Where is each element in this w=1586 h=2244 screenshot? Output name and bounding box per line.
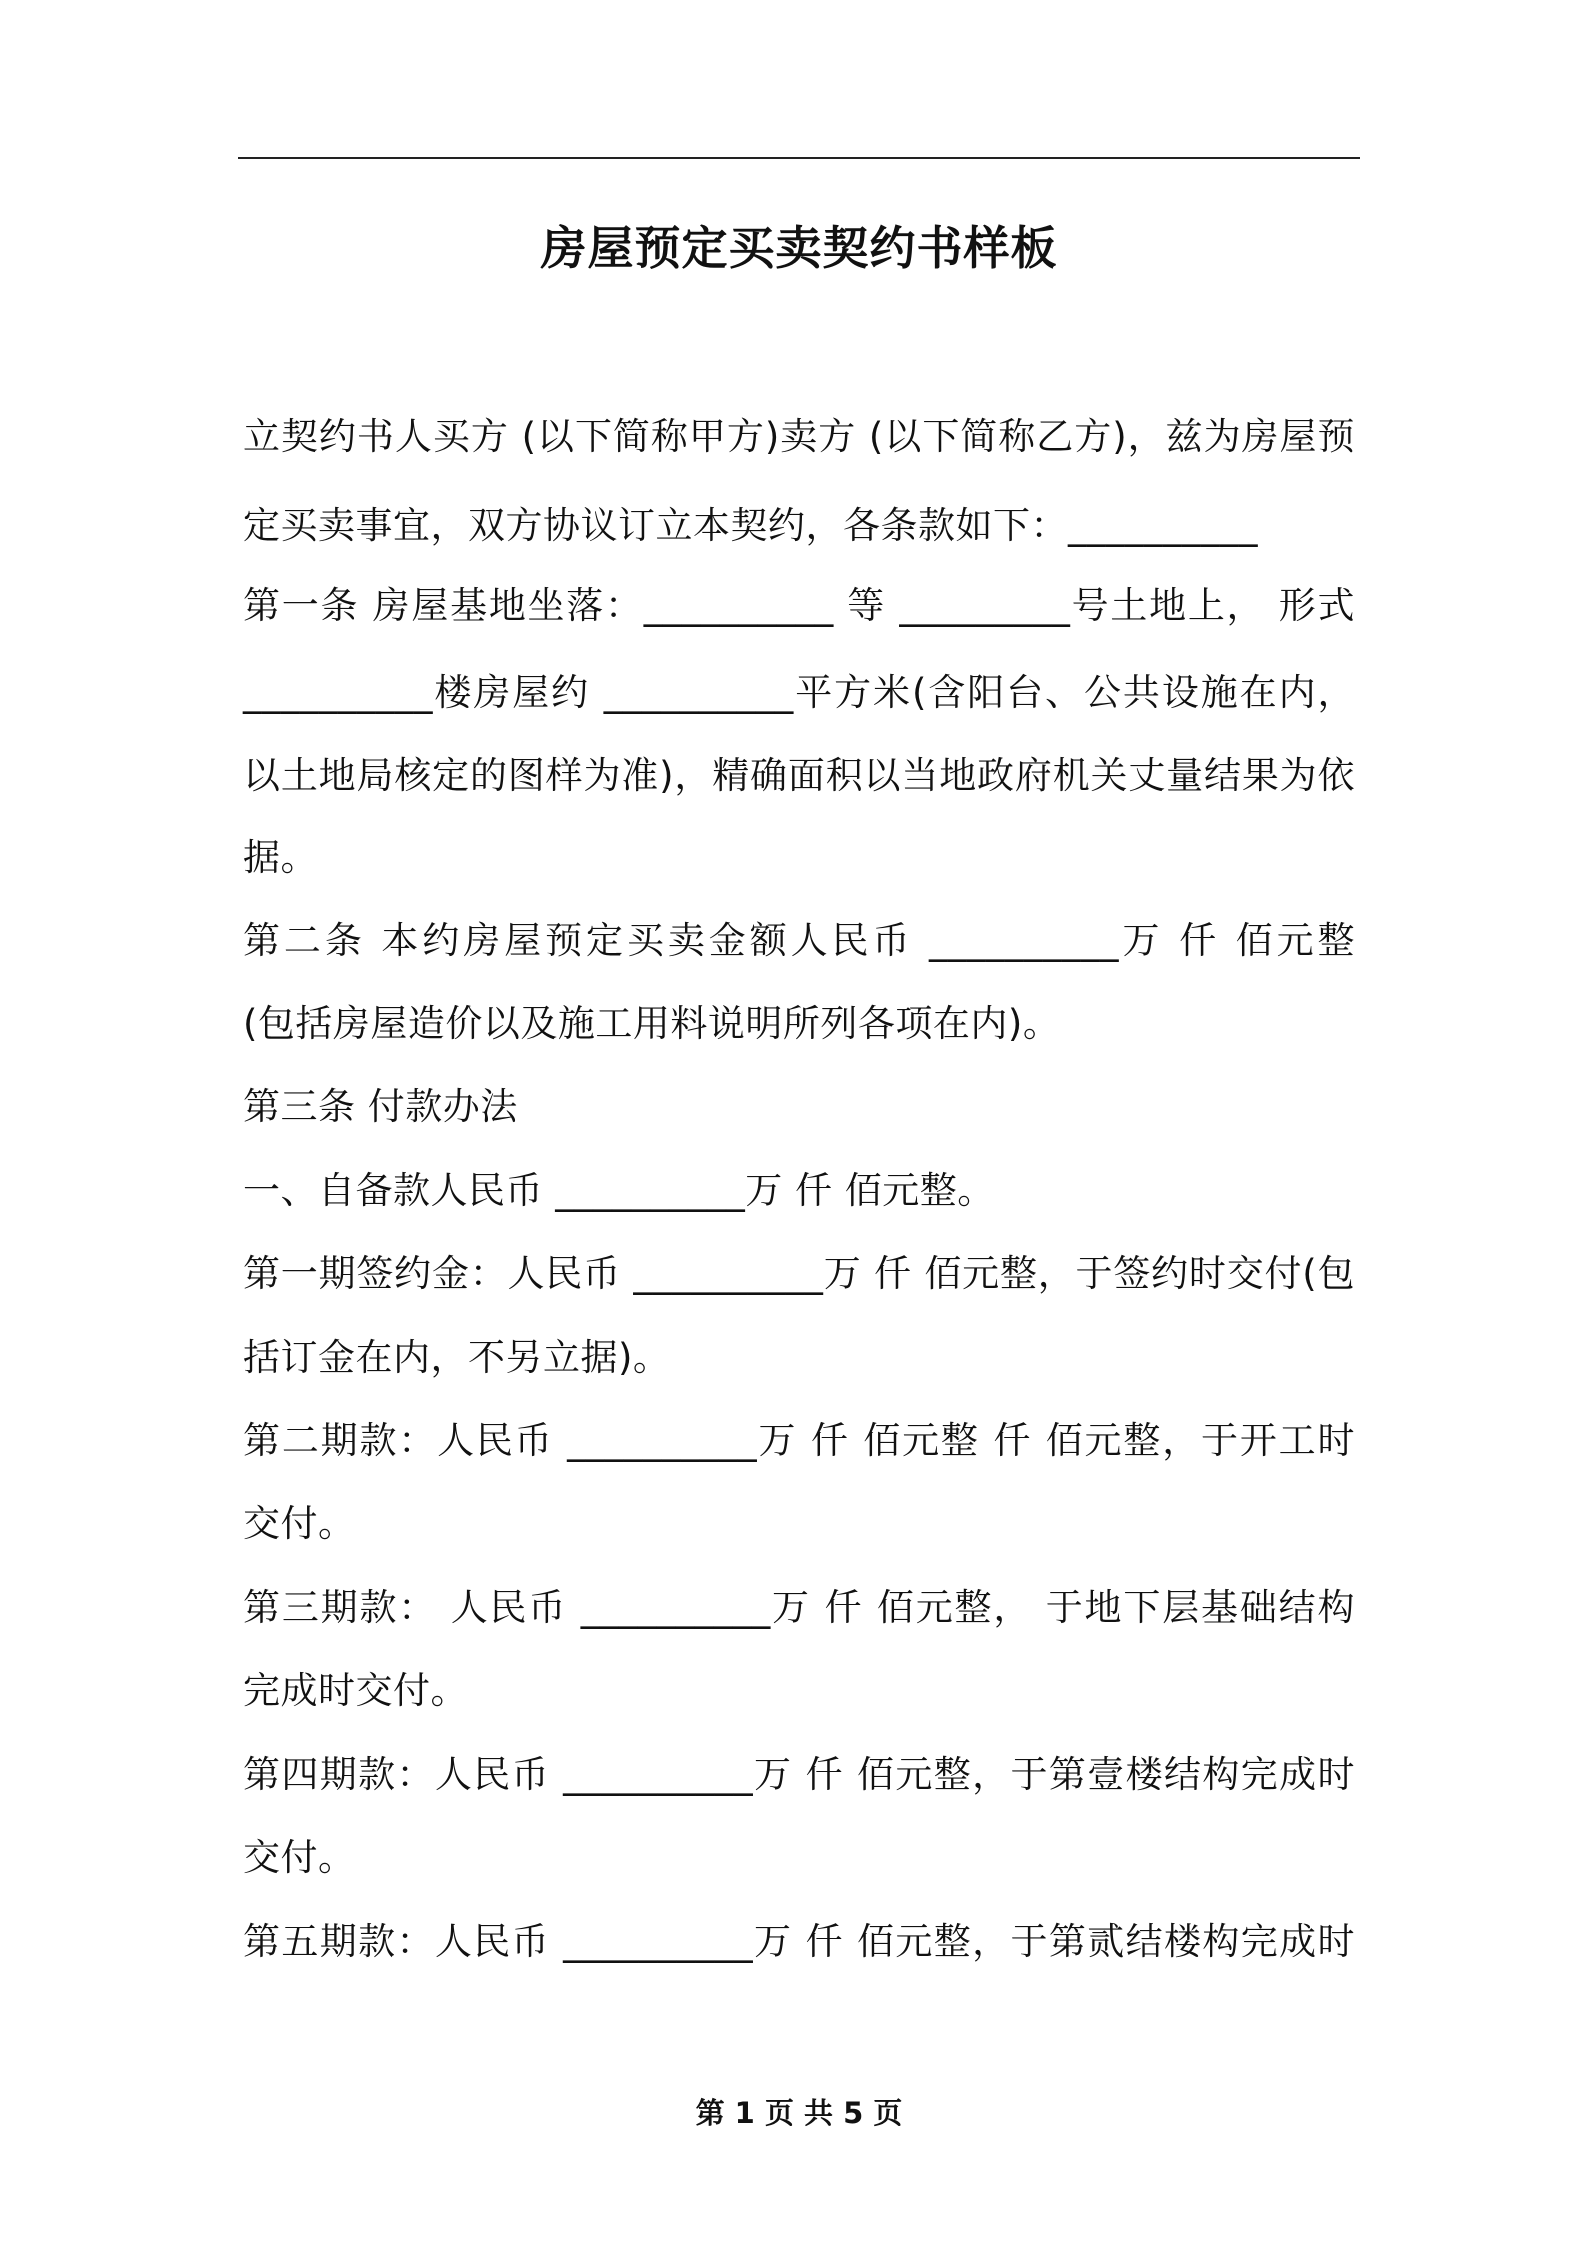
body-line: __________楼房屋约 __________平方米(含阳台、公共设施在内， bbox=[243, 671, 1355, 714]
body-line: (包括房屋造价以及施工用料说明所列各项在内)。 bbox=[243, 1002, 1061, 1045]
header-rule bbox=[238, 157, 1360, 159]
body-line: 交付。 bbox=[243, 1836, 356, 1879]
body-line: 交付。 bbox=[243, 1502, 356, 1545]
body-line: 立契约书人买方 (以下简称甲方)卖方 (以下简称乙方)，兹为房屋预 bbox=[243, 415, 1355, 458]
body-line: 括订金在内，不另立据)。 bbox=[243, 1336, 671, 1379]
body-line: 第四期款：人民币 __________万 仟 佰元整，于第壹楼结构完成时 bbox=[243, 1753, 1355, 1796]
body-line: 完成时交付。 bbox=[243, 1669, 468, 1712]
body-line: 定买卖事宜，双方协议订立本契约，各条款如下：__________ bbox=[243, 504, 1258, 547]
body-line: 据。 bbox=[243, 836, 318, 879]
body-line: 第一期签约金：人民币 __________万 仟 佰元整，于签约时交付(包 bbox=[243, 1252, 1355, 1295]
body-line: 第五期款：人民币 __________万 仟 佰元整，于第贰结楼构完成时 bbox=[243, 1920, 1355, 1963]
body-line: 一、自备款人民币 __________万 仟 佰元整。 bbox=[243, 1169, 995, 1212]
body-line: 第二期款：人民币 __________万 仟 佰元整 仟 佰元整，于开工时 bbox=[243, 1419, 1355, 1462]
body-line: 第一条 房屋基地坐落：__________ 等 _________号土地上， 形式 bbox=[243, 584, 1355, 627]
page-number: 第 1 页 共 5 页 bbox=[695, 2096, 903, 2130]
document-title: 房屋预定买卖契约书样板 bbox=[540, 221, 1058, 275]
body-line: 第三期款： 人民币 __________万 仟 佰元整， 于地下层基础结构 bbox=[243, 1586, 1355, 1629]
body-line: 以土地局核定的图样为准)，精确面积以当地政府机关丈量结果为依 bbox=[243, 754, 1355, 797]
body-line: 第二条 本约房屋预定买卖金额人民币 __________万 仟 佰元整 bbox=[243, 919, 1355, 962]
body-line: 第三条 付款办法 bbox=[243, 1085, 518, 1128]
